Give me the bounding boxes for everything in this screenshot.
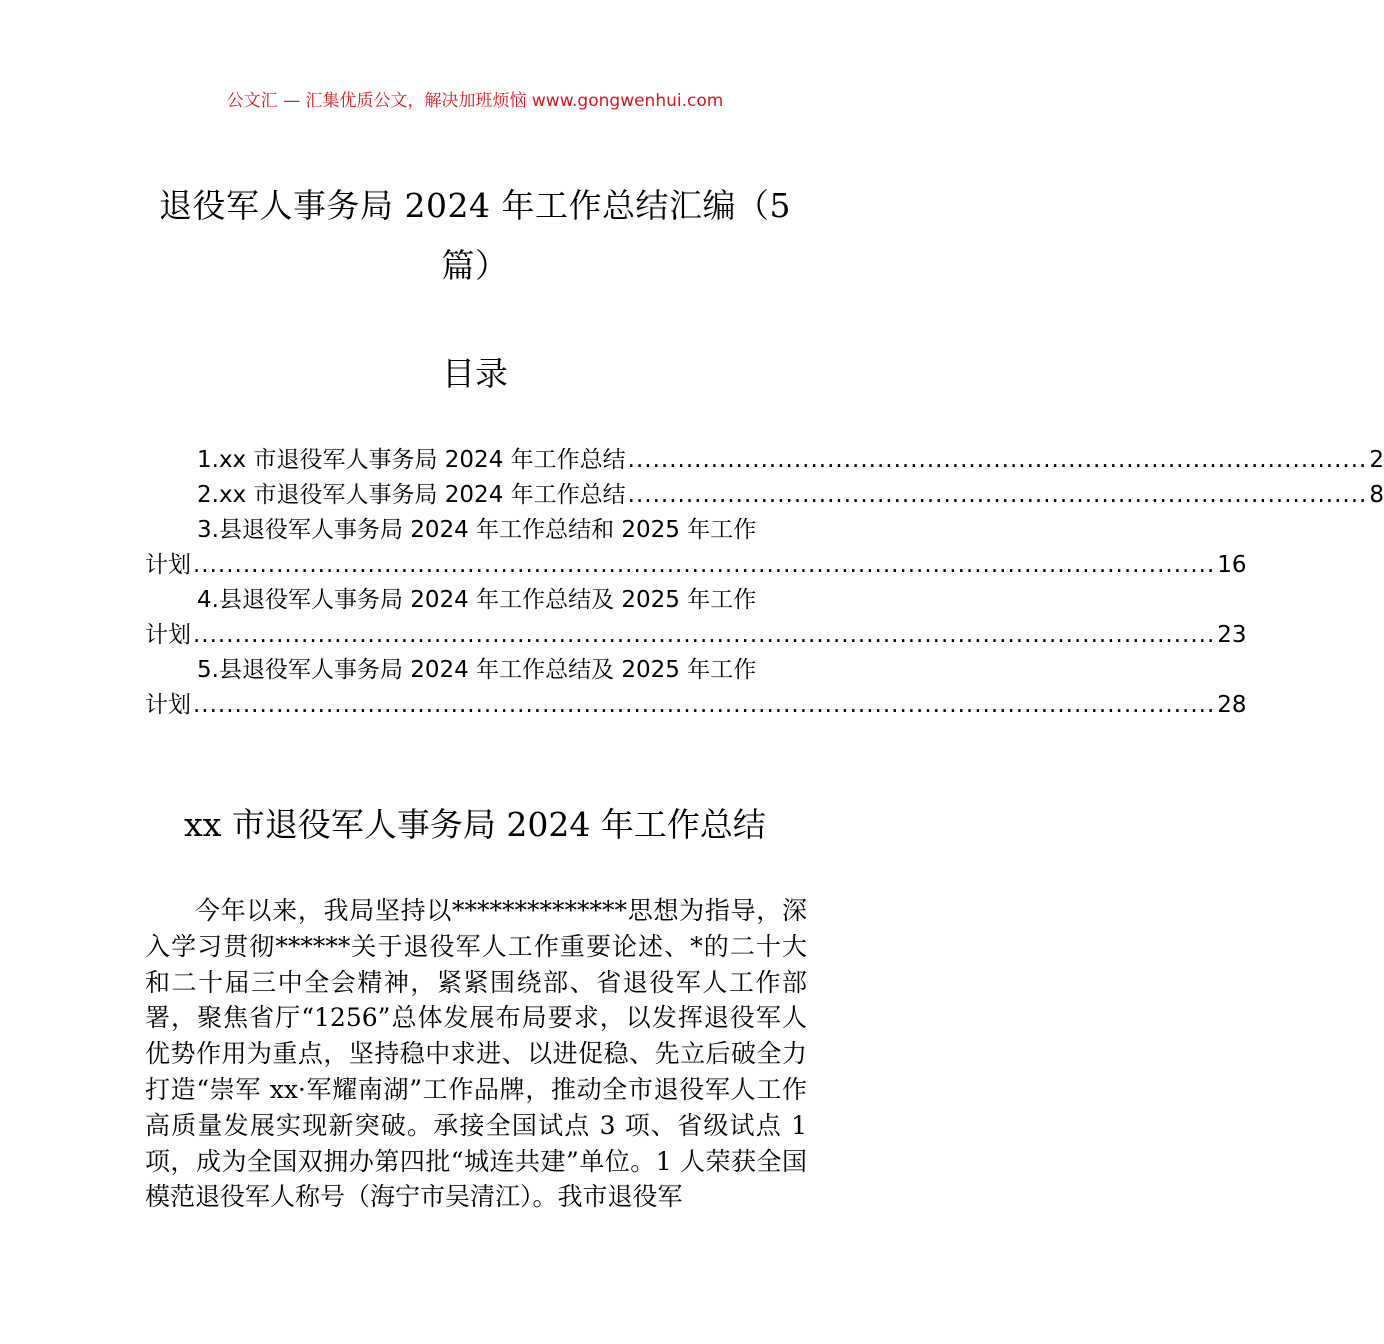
toc-entry-3[interactable]	[145, 513, 1247, 583]
toc-entry-title: 5.县退役军人事务局 2024 年工作总结及 2025 年工作	[197, 657, 757, 683]
toc-leader-dots: ...........................................................................................................................	[193, 622, 1216, 648]
toc-page-number: 8	[1369, 482, 1384, 508]
toc-entry-1[interactable]	[145, 443, 1384, 478]
toc-entry-title: 4.县退役军人事务局 2024 年工作总结及 2025 年工作	[197, 587, 757, 613]
toc-page-number: 23	[1217, 622, 1247, 648]
toc-entry-title-continued: 计划	[145, 692, 191, 718]
document-title: 退役军人事务局 2024 年工作总结汇编（5 篇）	[159, 186, 791, 285]
toc-heading: 目录	[442, 354, 508, 393]
toc-page-number: 28	[1217, 692, 1247, 718]
toc-entry-title: 1.xx 市退役军人事务局 2024 年工作总结	[197, 447, 626, 473]
watermark-banner: 公文汇 — 汇集优质公文，解决加班烦恼 www.gongwenhui.com	[226, 91, 724, 111]
toc-entry-title-continued: 计划	[145, 622, 191, 648]
section-title: xx 市退役军人事务局 2024 年工作总结	[184, 805, 766, 844]
toc-leader-dots: ...........................................................................................................................	[193, 552, 1216, 578]
toc-page-number: 2	[1369, 447, 1384, 473]
toc-page-number: 16	[1217, 552, 1247, 578]
toc-entry-5[interactable]	[145, 653, 1247, 723]
toc-leader-dots: .........................................................................................	[627, 482, 1368, 508]
toc-entry-title: 3.县退役军人事务局 2024 年工作总结和 2025 年工作	[197, 517, 757, 543]
toc-entry-title: 2.xx 市退役军人事务局 2024 年工作总结	[197, 482, 626, 508]
toc-entry-title-continued: 计划	[145, 552, 191, 578]
toc-leader-dots: .........................................................................................	[627, 447, 1368, 473]
body-paragraph: 今年以来，我局坚持以**************思想为指导，深入学习贯彻******关于退役军人工作重要论述、*的二十大和二十届三中全会精神，紧紧围绕部、省退役军人工作部署，聚焦省厅“1256”总体发展布局要求，以发挥退役军人优势作用为重点，坚持稳中求进、以进促稳、先立后破全力打造“崇军 xx·军耀南湖”工作品牌，推动全市退役军人工作高质量发展实现新突破。承接全国试点 3 项、省级试点 1 项，成为全国双拥办第四批“城连共建”单位。1 人荣获全国模范退役军人称号（海宁市吴清江）。我市退役军	[145, 896, 807, 1212]
toc-leader-dots: ...........................................................................................................................	[193, 692, 1216, 718]
toc-entry-4[interactable]	[145, 583, 1247, 653]
toc-entry-2[interactable]	[145, 478, 1384, 513]
table-of-contents	[145, 443, 1384, 723]
